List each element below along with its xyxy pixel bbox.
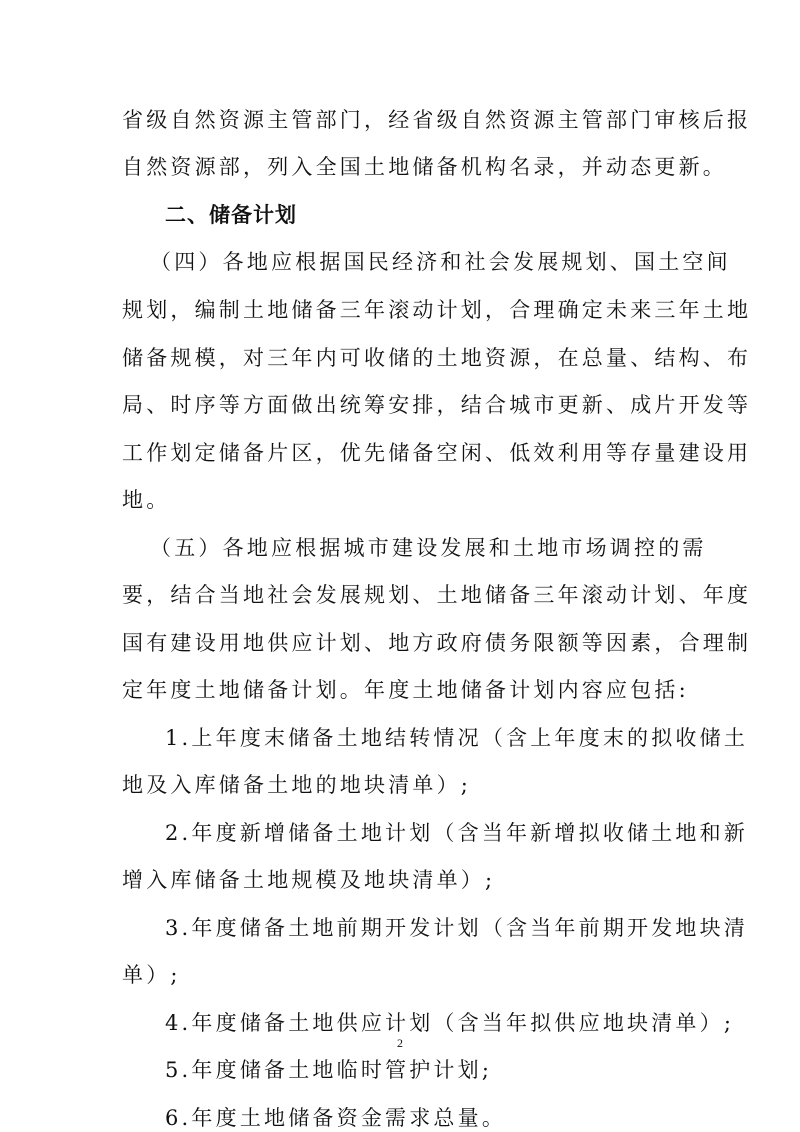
list-item: 3.年度储备土地前期开发计划（含当年前期开发地块清: [165, 916, 749, 940]
paragraph-line: 要，结合当地社会发展规划、土地储备三年滚动计划、年度: [122, 583, 752, 607]
paragraph-line: 定年度土地储备计划。年度土地储备计划内容应包括:: [122, 678, 689, 702]
list-item-continuation: 地及入库储备土地的地块清单）;: [122, 773, 472, 797]
paragraph-line: 地。: [122, 488, 171, 512]
paragraph-line: 自然资源部，列入全国土地储备机构名录，并动态更新。: [122, 155, 727, 179]
list-item-continuation: 增入库储备土地规模及地块清单）;: [122, 868, 496, 892]
paragraph-line: （五）各地应根据城市建设发展和土地市场调控的需: [150, 536, 707, 560]
paragraph-line: 省级自然资源主管部门，经省级自然资源主管部门审核后报: [122, 108, 752, 132]
list-item-continuation: 单）;: [122, 963, 181, 987]
section-heading: 二、储备计划: [165, 203, 297, 227]
paragraph-line: 局、时序等方面做出统筹安排，结合城市更新、成片开发等: [122, 393, 752, 417]
paragraph-line: 规划，编制土地储备三年滚动计划，合理确定未来三年土地: [122, 298, 752, 322]
list-item: 2.年度新增储备土地计划（含当年新增拟收储土地和新: [165, 821, 749, 845]
paragraph-line: （四）各地应根据国民经济和社会发展规划、国土空间: [150, 250, 731, 274]
list-item: 6.年度土地储备资金需求总量。: [165, 1106, 507, 1130]
paragraph-line: 储备规模，对三年内可收储的土地资源，在总量、结构、布: [122, 346, 752, 370]
paragraph-line: 国有建设用地供应计划、地方政府债务限额等因素，合理制: [122, 631, 752, 655]
list-item: 4.年度储备土地供应计划（含当年拟供应地块清单）;: [165, 1011, 735, 1035]
list-item: 5.年度储备土地临时管护计划;: [165, 1058, 493, 1082]
paragraph-line: 工作划定储备片区，优先储备空闲、低效利用等存量建设用: [122, 441, 752, 465]
page-number: 2: [397, 1036, 403, 1050]
list-item: 1.上年度末储备土地结转情况（含上年度末的拟收储土: [165, 726, 749, 750]
